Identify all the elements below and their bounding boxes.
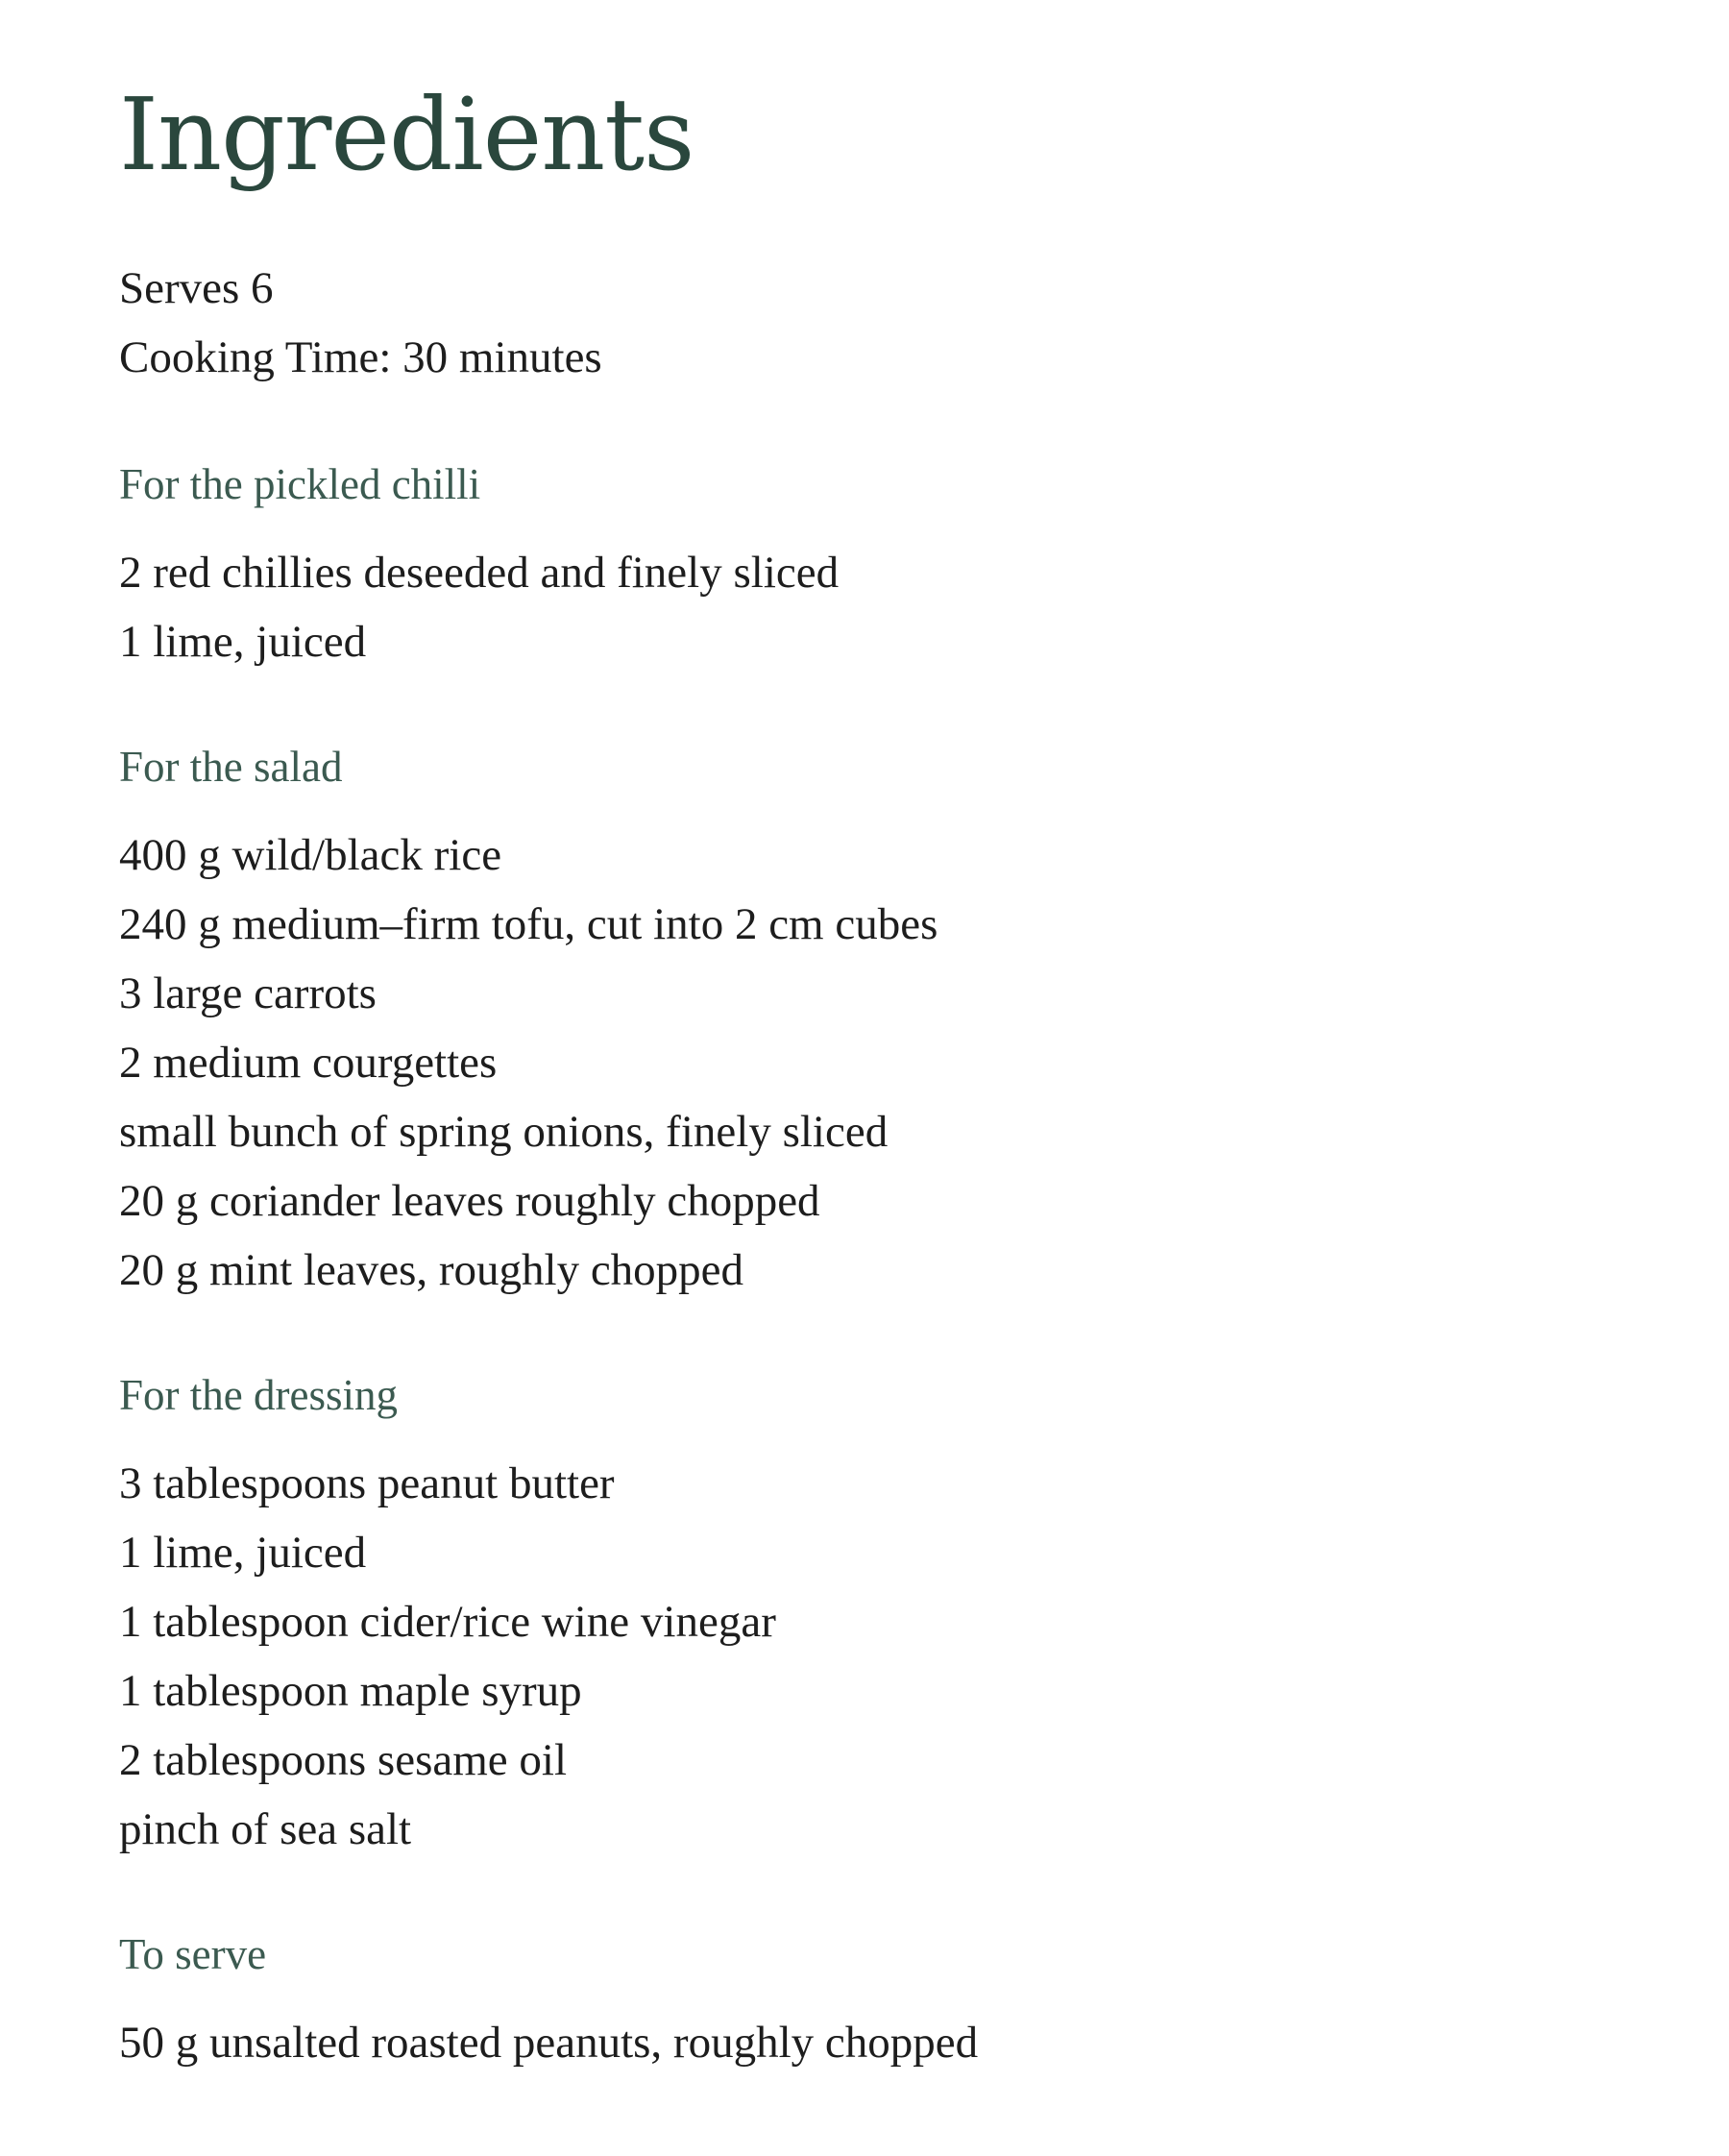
section-heading: For the pickled chilli <box>119 460 481 508</box>
ingredient-item: small bunch of spring onions, finely sliced <box>119 1107 889 1157</box>
section-salad <box>119 736 1656 1305</box>
ingredient-item: pinch of sea salt <box>119 1804 412 1854</box>
ingredient-item: 20 g coriander leaves roughly chopped <box>119 1176 820 1226</box>
ingredient-item: 1 lime, juiced <box>119 617 367 667</box>
ingredient-item: 50 g unsalted roasted peanuts, roughly chopped <box>119 2018 979 2068</box>
ingredient-list <box>119 2008 1656 2077</box>
section-heading: For the dressing <box>119 1371 398 1419</box>
section-heading: For the salad <box>119 743 343 791</box>
ingredient-item: 3 tablespoons peanut butter <box>119 1458 615 1508</box>
ingredient-item: 3 large carrots <box>119 968 377 1018</box>
section-dressing <box>119 1364 1656 1864</box>
recipe-meta <box>119 254 1656 392</box>
section-pickled-chilli <box>119 453 1656 676</box>
ingredient-item: 20 g mint leaves, roughly chopped <box>119 1245 744 1295</box>
cooking-time-text: Cooking Time: 30 minutes <box>119 332 602 382</box>
page-title: Ingredients <box>119 76 694 193</box>
ingredient-item: 2 tablespoons sesame oil <box>119 1735 568 1785</box>
ingredient-item: 400 g wild/black rice <box>119 830 502 880</box>
ingredient-item: 2 red chillies deseeded and finely sliced <box>119 548 840 598</box>
ingredients-page <box>119 77 1656 2077</box>
section-to-serve <box>119 1923 1656 2077</box>
ingredient-item: 1 tablespoon cider/rice wine vinegar <box>119 1597 776 1647</box>
ingredient-item: 1 lime, juiced <box>119 1528 367 1578</box>
ingredient-list <box>119 821 1656 1305</box>
ingredient-item: 2 medium courgettes <box>119 1038 498 1088</box>
ingredient-item: 1 tablespoon maple syrup <box>119 1666 582 1716</box>
ingredient-list <box>119 1449 1656 1864</box>
section-heading: To serve <box>119 1930 267 1978</box>
serves-text: Serves 6 <box>119 263 274 313</box>
ingredient-list <box>119 538 1656 676</box>
ingredient-item: 240 g medium–firm tofu, cut into 2 cm cubes <box>119 899 938 949</box>
